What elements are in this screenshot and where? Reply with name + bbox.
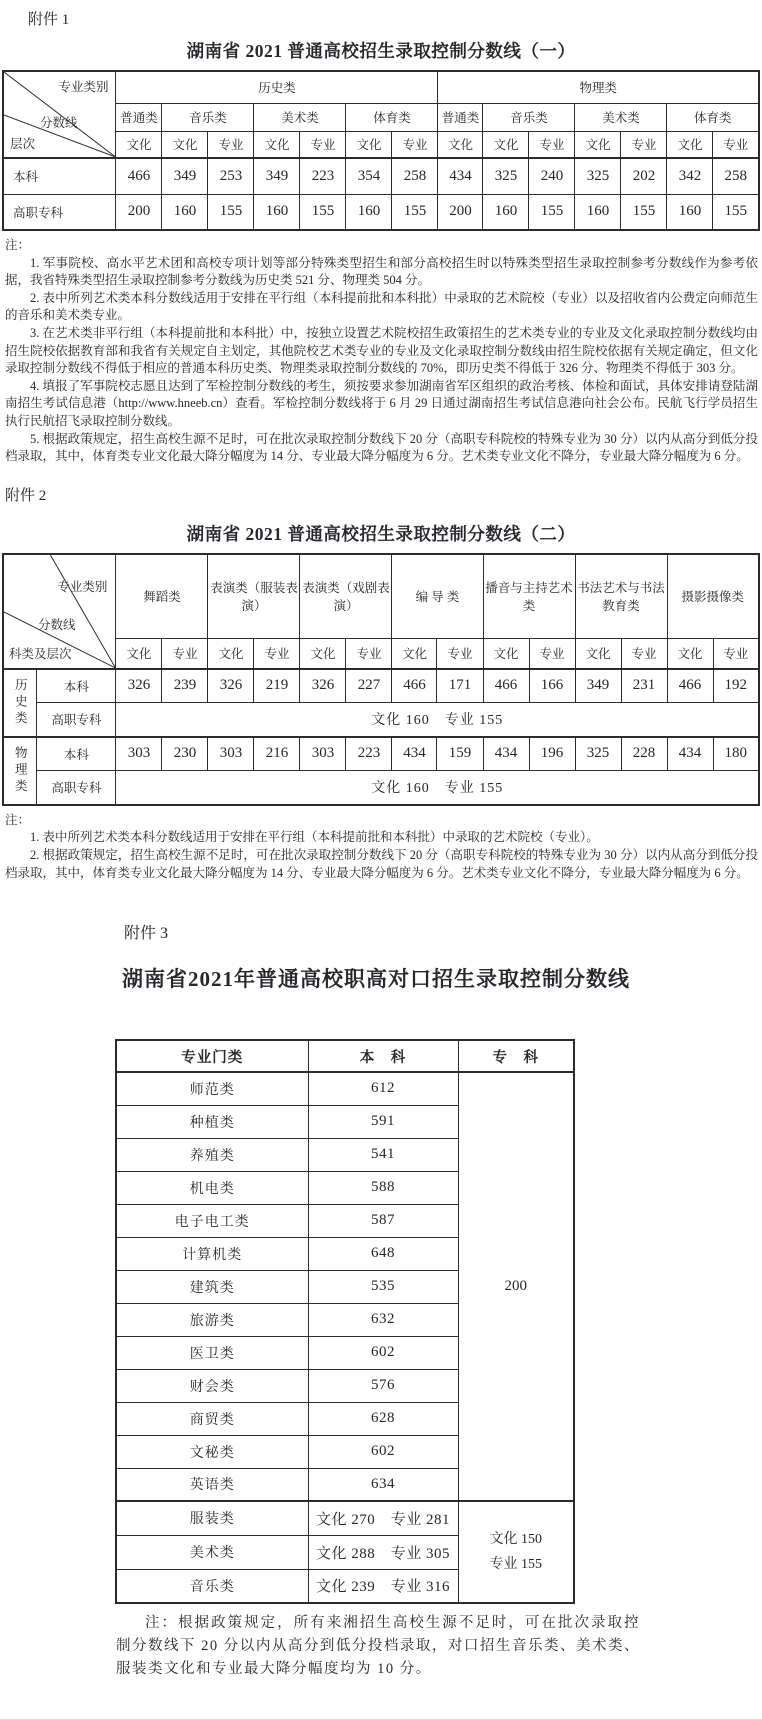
type-header: 文化 xyxy=(575,131,621,158)
score-cell: 326 xyxy=(208,669,254,703)
type-header: 专业 xyxy=(713,131,759,158)
score-cell: 196 xyxy=(529,737,575,771)
column-header-category: 专业门类 xyxy=(116,1040,308,1072)
score-cell: 文化 288 专业 305 xyxy=(308,1535,458,1569)
category-header: 编 导 类 xyxy=(392,554,483,639)
score-cell: 628 xyxy=(308,1402,458,1435)
score-cell: 354 xyxy=(346,158,392,194)
note-item: 1. 表中所列艺术类本科分数线适用于安排在平行组（本科提前批和本科批）中录取的艺术院校（专业）。 xyxy=(30,830,599,845)
type-header: 专业 xyxy=(621,639,667,669)
type-header: 文化 xyxy=(300,639,346,669)
score-cell: 326 xyxy=(116,669,162,703)
score-cell: 160 xyxy=(162,194,208,230)
score-cell: 155 xyxy=(529,194,575,230)
score-cell: 342 xyxy=(667,158,713,194)
category-header: 美术类 xyxy=(254,103,346,131)
score-cell: 325 xyxy=(575,737,621,771)
score-cell: 632 xyxy=(308,1303,458,1336)
corner-label-scoreline: 分数线 xyxy=(39,116,78,130)
attachment-3-label: 附件 3 xyxy=(124,925,169,943)
class-label-physics: 物理类 xyxy=(3,737,37,805)
column-header-benke: 本 科 xyxy=(308,1040,458,1072)
score-cell: 303 xyxy=(116,737,162,771)
row-label: 本科 xyxy=(37,737,116,771)
score-cell: 591 xyxy=(308,1105,458,1138)
type-header: 文化 xyxy=(116,131,162,158)
category-header: 音乐类 xyxy=(162,103,254,131)
row-label: 高职专科 xyxy=(37,703,116,737)
corner-label-category: 专业类别 xyxy=(57,579,108,594)
type-header: 专业 xyxy=(392,131,438,158)
score-cell: 216 xyxy=(254,737,300,771)
note-item: 4. 填报了军事院校志愿且达到了军检控制分数线的考生，须按要求参加湖南省军区组织的政治考核、体检和面试，具体安排请登陆湖南招生考试信息港（http://www.hneeb.cn）查看。军检控制分数线将于 6 月 29 日通过湖南招生考试信息港向社会公布。民航飞行学员招生执行民航招飞录取控制分数线。 xyxy=(5,378,758,428)
vocational-score-table xyxy=(115,1039,575,1604)
table-row-physics-benke xyxy=(3,737,759,771)
score-cell: 227 xyxy=(346,669,392,703)
score-cell: 180 xyxy=(713,737,759,771)
group-header-history: 历史类 xyxy=(116,71,438,103)
notes-heading: 注： xyxy=(5,812,31,827)
corner-label-level: 层次 xyxy=(9,137,35,151)
group-header-physics: 物理类 xyxy=(438,71,759,103)
category-label: 商贸类 xyxy=(116,1402,308,1435)
note-item: 2. 表中所列艺术类本科分数线适用于安排在平行组（本科提前批和本科批）中录取的艺术院校（专业）以及招收省内公费定向师范生的音乐和美术类专业。 xyxy=(5,290,758,323)
score-cell: 文化 239 专业 316 xyxy=(308,1569,458,1603)
row-label: 高职专科 xyxy=(3,194,116,230)
score-cell: 576 xyxy=(308,1369,458,1402)
column-header-zhuanke: 专 科 xyxy=(458,1040,574,1072)
type-header: 专业 xyxy=(713,639,759,669)
merged-score-cell: 文化 160 专业 155 xyxy=(116,703,759,737)
type-header: 专业 xyxy=(621,131,667,158)
score-cell: 239 xyxy=(162,669,208,703)
score-cell: 160 xyxy=(483,194,529,230)
zhuanke-merged-cell: 200 xyxy=(458,1072,574,1501)
type-header: 文化 xyxy=(162,131,208,158)
score-cell: 325 xyxy=(483,158,529,194)
table3-note: 注：根据政策规定，所有来湘招生高校生源不足时，可在批次录取控制分数线下 20 分以内从高分到低分投档录取，对口招生音乐类、美术类、服装类文化和专业最大降分幅度均为 10 分。 xyxy=(116,1615,640,1678)
score-cell: 434 xyxy=(438,158,483,194)
score-cell: 155 xyxy=(208,194,254,230)
corner-label-category: 专业类别 xyxy=(58,80,109,94)
category-header: 音乐类 xyxy=(483,103,575,131)
category-header: 播音与主持艺术类 xyxy=(483,554,575,639)
table3-title: 湖南省2021年普通高校职高对口招生录取控制分数线 xyxy=(122,967,630,992)
type-header: 专业 xyxy=(346,639,392,669)
zhuanke-art-merged-cell xyxy=(458,1501,574,1603)
score-cell: 228 xyxy=(621,737,667,771)
score-cell: 326 xyxy=(300,669,346,703)
score-cell: 349 xyxy=(162,158,208,194)
score-cell: 588 xyxy=(308,1171,458,1204)
row-label: 本科 xyxy=(37,669,116,703)
table2-title: 湖南省 2021 普通高校招生录取控制分数线（二） xyxy=(186,523,576,544)
score-cell: 155 xyxy=(392,194,438,230)
class-label-history: 历史类 xyxy=(3,669,37,737)
row-label: 高职专科 xyxy=(37,771,116,805)
score-cell: 466 xyxy=(116,158,162,194)
category-header: 书法艺术与书法教育类 xyxy=(575,554,667,639)
category-label: 建筑类 xyxy=(116,1270,308,1303)
category-label: 文秘类 xyxy=(116,1435,308,1468)
score-cell: 535 xyxy=(308,1270,458,1303)
category-header: 普通类 xyxy=(116,103,162,131)
score-cell: 231 xyxy=(621,669,667,703)
category-label: 英语类 xyxy=(116,1468,308,1501)
score-cell: 541 xyxy=(308,1138,458,1171)
table-row-history-benke xyxy=(3,669,759,703)
type-header: 文化 xyxy=(667,639,713,669)
score-cell: 303 xyxy=(300,737,346,771)
note-item: 3. 在艺术类非平行组（本科提前批和本科批）中，按独立设置艺术院校招生政策招生的艺术类专业的专业及文化录取控制分数线均由招生院校依据教育部和我省有关规定自主划定，其他院校艺术类专业的专业及文化录取控制分数线由招生院校依据有关规定确定，但文化录取控制分数线不得低于相应的普通本科历史类、物理类录取控制分数线的 70%，即历史类不得低于 326 分、物理类不得低于 303 分。 xyxy=(5,325,758,376)
score-cell: 160 xyxy=(254,194,300,230)
category-label: 财会类 xyxy=(116,1369,308,1402)
table2-notes xyxy=(5,812,758,882)
category-label: 养殖类 xyxy=(116,1138,308,1171)
category-label: 种植类 xyxy=(116,1105,308,1138)
type-header: 文化 xyxy=(116,639,162,669)
category-header: 表演类（戏剧表演） xyxy=(300,554,392,639)
type-header: 专业 xyxy=(208,131,254,158)
score-cell: 223 xyxy=(300,158,346,194)
score-table-2 xyxy=(2,553,760,806)
score-cell: 466 xyxy=(483,669,529,703)
score-cell: 258 xyxy=(392,158,438,194)
type-header: 文化 xyxy=(208,639,254,669)
score-cell: 434 xyxy=(667,737,713,771)
type-header: 文化 xyxy=(254,131,300,158)
category-header: 普通类 xyxy=(438,103,483,131)
type-header: 文化 xyxy=(392,639,437,669)
score-cell: 648 xyxy=(308,1237,458,1270)
score-cell: 230 xyxy=(162,737,208,771)
category-header: 体育类 xyxy=(667,103,759,131)
type-header: 文化 xyxy=(483,639,529,669)
table-row-benke xyxy=(3,158,759,194)
score-cell: 587 xyxy=(308,1204,458,1237)
score-cell: 160 xyxy=(575,194,621,230)
category-label: 旅游类 xyxy=(116,1303,308,1336)
type-header: 专业 xyxy=(437,639,483,669)
note-item: 1. 军事院校、高水平艺术团和高校专项计划等部分特殊类型招生和部分高校招生时以特殊类型招生录取控制参考分数线作为参考依据，我省特殊类型招生录取控制参考分数线为历史类 521 分、物理类 504 分。 xyxy=(5,255,758,288)
category-label: 音乐类 xyxy=(116,1569,308,1603)
diagonal-corner-cell xyxy=(3,71,116,158)
score-cell: 349 xyxy=(254,158,300,194)
corner-label-class-level: 科类及层次 xyxy=(8,646,72,661)
note-item: 5. 根据政策规定，招生高校生源不足时，可在批次录取控制分数线下 20 分（高职专科院校的特殊专业为 30 分）以内从高分到低分投档录取，其中，体育类专业文化最大降分幅度为 14 分、专业最大降分幅度为 6 分。艺术类专业文化不降分，专业最大降分幅度为 6 分。 xyxy=(5,431,758,464)
score-cell: 434 xyxy=(483,737,529,771)
diagonal-corner-cell xyxy=(3,554,116,669)
score-cell: 166 xyxy=(529,669,575,703)
category-header: 摄影摄像类 xyxy=(667,554,759,639)
type-header: 专业 xyxy=(529,639,575,669)
score-cell: 文化 270 专业 281 xyxy=(308,1501,458,1535)
zhuanke-major-line: 专业 155 xyxy=(489,1557,542,1573)
type-header: 专业 xyxy=(162,639,208,669)
category-header: 美术类 xyxy=(575,103,667,131)
table-row-physics-gaozhi xyxy=(3,771,759,805)
score-cell: 434 xyxy=(392,737,437,771)
category-label: 师范类 xyxy=(116,1072,308,1105)
corner-label-scoreline: 分数线 xyxy=(37,617,76,632)
type-header: 专业 xyxy=(300,131,346,158)
category-label: 医卫类 xyxy=(116,1336,308,1369)
table-row-history-gaozhi xyxy=(3,703,759,737)
type-header: 文化 xyxy=(483,131,529,158)
score-cell: 634 xyxy=(308,1468,458,1501)
table-row-gaozhi xyxy=(3,194,759,230)
score-cell: 160 xyxy=(346,194,392,230)
type-header: 文化 xyxy=(575,639,621,669)
score-cell: 202 xyxy=(621,158,667,194)
attachment-1-label: 附件 1 xyxy=(28,12,70,28)
table1-notes xyxy=(5,237,758,466)
type-header: 文化 xyxy=(667,131,713,158)
score-cell: 325 xyxy=(575,158,621,194)
score-cell: 240 xyxy=(529,158,575,194)
score-cell: 612 xyxy=(308,1072,458,1105)
category-label: 机电类 xyxy=(116,1171,308,1204)
score-cell: 219 xyxy=(254,669,300,703)
score-cell: 160 xyxy=(667,194,713,230)
zhuanke-culture-line: 文化 150 xyxy=(489,1532,542,1548)
score-cell: 602 xyxy=(308,1435,458,1468)
score-cell: 155 xyxy=(621,194,667,230)
score-cell: 200 xyxy=(116,194,162,230)
category-label: 计算机类 xyxy=(116,1237,308,1270)
category-header: 表演类（服装表演） xyxy=(208,554,300,639)
score-cell: 192 xyxy=(713,669,759,703)
row-label: 本科 xyxy=(3,158,116,194)
score-cell: 466 xyxy=(392,669,437,703)
note-item: 2. 根据政策规定，招生高校生源不足时，可在批次录取控制分数线下 20 分（高职专科院校的特殊专业为 30 分）以内从高分到低分投档录取，其中，体育类专业文化最大降分幅度为 14 分、专业最大降分幅度为 6 分。艺术类专业文化不降分，专业最大降分幅度为 6 分。 xyxy=(5,847,758,880)
category-header: 舞蹈类 xyxy=(116,554,208,639)
score-cell: 155 xyxy=(713,194,759,230)
merged-score-cell: 文化 160 专业 155 xyxy=(116,771,759,805)
score-cell: 171 xyxy=(437,669,483,703)
score-cell: 159 xyxy=(437,737,483,771)
type-header: 专业 xyxy=(254,639,300,669)
table-row xyxy=(116,1072,574,1105)
notes-heading: 注： xyxy=(5,238,31,252)
category-header: 体育类 xyxy=(346,103,438,131)
table-row xyxy=(116,1501,574,1535)
type-header: 专业 xyxy=(529,131,575,158)
score-cell: 349 xyxy=(575,669,621,703)
score-cell: 258 xyxy=(713,158,759,194)
category-label: 美术类 xyxy=(116,1535,308,1569)
score-cell: 253 xyxy=(208,158,254,194)
score-cell: 303 xyxy=(208,737,254,771)
score-table-1 xyxy=(2,70,760,231)
type-header: 文化 xyxy=(438,131,483,158)
category-label: 电子电工类 xyxy=(116,1204,308,1237)
category-label: 服装类 xyxy=(116,1501,308,1535)
score-cell: 200 xyxy=(438,194,483,230)
type-header: 文化 xyxy=(346,131,392,158)
attachment-2-label: 附件 2 xyxy=(5,487,47,504)
table1-title: 湖南省 2021 普通高校招生录取控制分数线（一） xyxy=(186,41,576,61)
score-cell: 155 xyxy=(300,194,346,230)
score-cell: 602 xyxy=(308,1336,458,1369)
score-cell: 466 xyxy=(667,669,713,703)
score-cell: 223 xyxy=(346,737,392,771)
